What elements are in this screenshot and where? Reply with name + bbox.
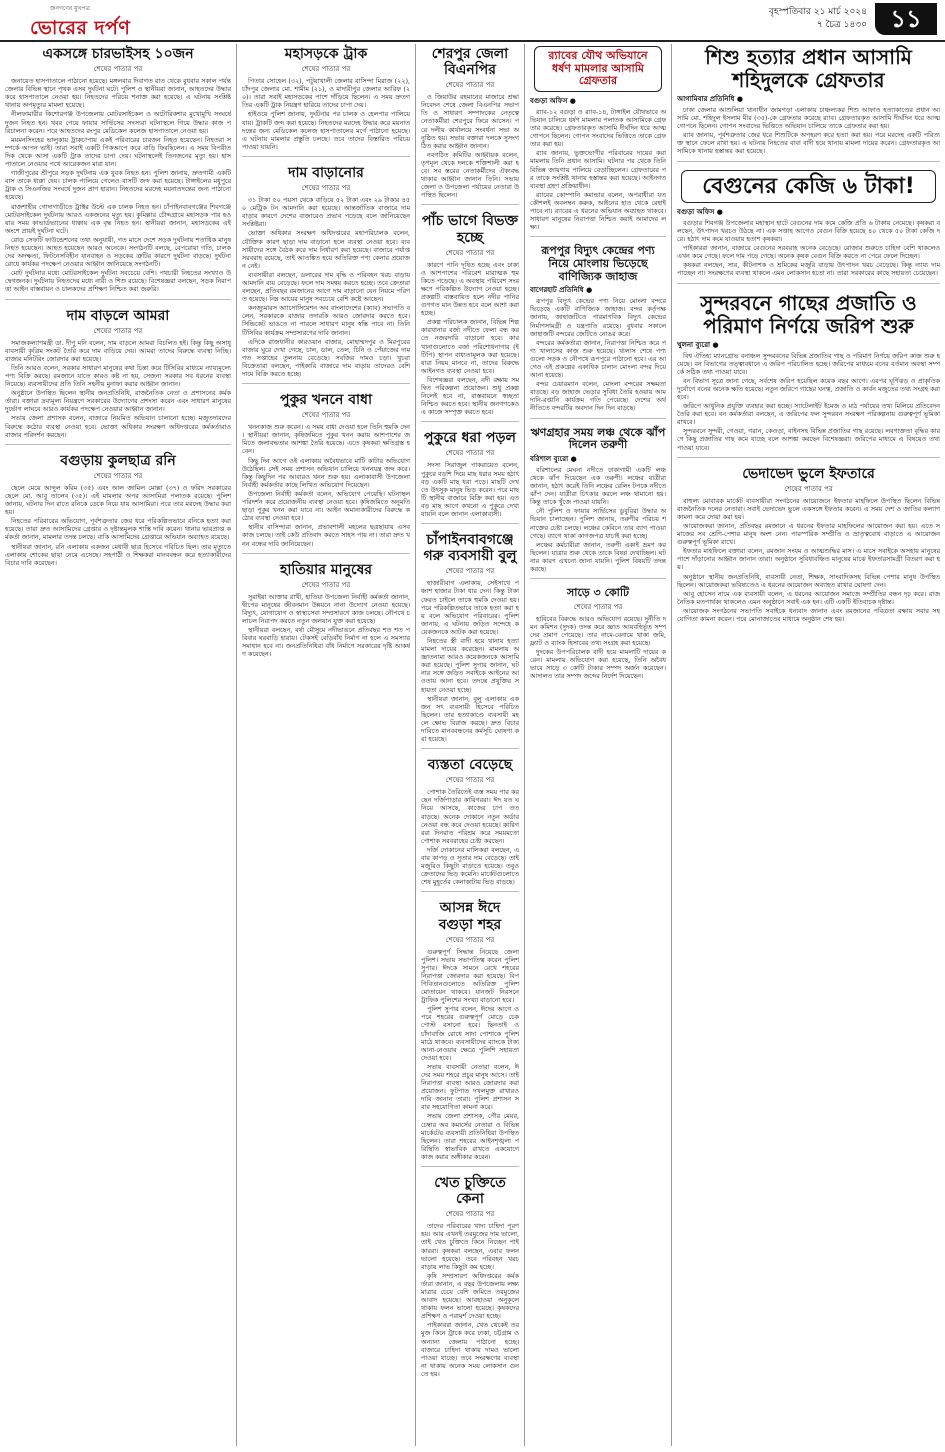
story-kicker: শেষের পাতার পর [301,184,351,193]
story-paragraph: সুরাইয়া আক্তার রাখী, হাতিয়া উপজেলা নির্বাহী কর্মকর্তা জানান, দ্বীপের মানুষের জীবনমান উন্নয়নে নানা উদ্যোগ নেওয়া হয়েছে। বিদ্যুৎ, যোগাযোগ ও স্বাস্থ্যসেবা সম্প্রসারণে কাজ চলছে। নৌপথে চলাচল নিরাপদ করতে নতুন জলযান যুক্ত করা হয়েছে। [242,592,410,625]
story-body [530,297,666,412]
story-paragraph: কিছু দিন আগে ওই এলাকায় অবৈধভাবে মাটি কাটার অভিযোগ উঠেছিল। সেই সময় প্রশাসন অভিযান চালিয়ে খননযন্ত্র জব্দ করে। কিন্তু কিছুদিন পর আবারও খনন শুরু হয়। এলাকাবাসী উপজেলা নির্বাহী কর্মকর্তার কাছে লিখিত অভিযোগ দিয়েছেন। [242,456,410,489]
headline-box [534,46,662,92]
story-headline: হাতিয়ার মানুষের [279,561,373,578]
story [421,898,519,1167]
logo-block [30,3,180,37]
story-paragraph: ছেলে মেয়ে আব্দুল করিম (৩৫) এবং আল জামিল মোল্লা (৩৭) ও ফরিদ সরকারের ছেলে মো. আবু তালেব (৩৫)। এই মামলার অপর আসামিরা পলাতক রয়েছে। পুলিশ জানায়, ঘটনার দিন রাতে রনিকে ডেকে নিয়ে যায় আসামিরা। পরে তার মরদেহ উদ্ধার করা হয়। [5,483,231,517]
story-paragraph: লঞ্চের কর্মচারীরা জানান, তরুণী একাই ভ্রমণ করছিলেন। যাত্রার শুরু থেকে তাকে বিষণ্ণ দেখাচ্ছিল। ঘটনার কারণ এখনো জানা যায়নি। পুলিশ বিষয়টি তদন্ত করছে। [530,540,666,573]
story [421,211,519,422]
story-paragraph: র‍্যাব জানায়, ভুক্তভোগীর পরিবারের দায়ের করা মামলায় তিনি প্রধান আসামি। ঘটনার পর থেকে তিনি বিভিন্ন জায়গায় পালিয়ে বেড়াচ্ছিলেন। গ্রেফতারের পর তাকে সংশ্লিষ্ট থানায় হস্তান্তর করা হয়েছে। আইনগত ব্যবস্থা গ্রহণ প্রক্রিয়াধীন। [530,149,666,190]
story-kicker: শেষের পাতার পর [445,248,495,257]
story-kicker: শেষের পাতার পর [445,567,495,576]
story-paragraph: সুন্দরবনে সুন্দরী, গেওয়া, গরান, কেওড়া, বাইনসহ বিভিন্ন প্রজাতির গাছ রয়েছে। লবণাক্ততা বৃদ্ধির কারণে কিছু প্রজাতির গাছ কমে যাচ্ছে বলে আশঙ্কা করছেন বিশেষজ্ঞরা। জরিপের মাধ্যমে এ বিষয়েও তথ্য পাওয়া যাবে। [677,427,940,452]
story [242,560,410,664]
story-kicker: শেষের পাতার পর [784,484,833,493]
story-paragraph: পাইকাররা জানান, খেত থেকেই তরমুজ কিনে ট্রাকে করে ঢাকা, চট্টগ্রাম ও অন্যান্য জেলায় পাঠানো হচ্ছে। বাজারে চাহিদা থাকায় দামও ভালো পাওয়া যাচ্ছে। তবে সংরক্ষণের ব্যবস্থা না থাকায় অনেক সময় লোকসান গুনতে হয়। [421,1321,519,1378]
story-paragraph: স্থানীয়রা জানান, রনি এলাকায় একজন মেধাবী ছাত্র হিসেবে পরিচিত ছিল। তার মৃত্যুতে এলাকায় শোকের ছায়া নেমে এসেছে। সহপাঠী ও শিক্ষকরা মানববন্ধন করে হত্যাকারীদের বিচার দাবি করেছেন। [5,542,231,567]
story-paragraph: দুদকের উপপরিচালক বাদী হয়ে মামলাটি দায়ের করেন। মামলায় অভিযোগ করা হয়েছে, তিনি অবৈধভাবে সাড়ে ৩ কোটি টাকার সম্পদ অর্জন করেছেন। আদালত তার সম্পদ জব্দের নির্দেশ দিয়েছেন। [530,648,666,681]
column-5 [672,44,945,1446]
story-body [5,484,231,567]
date-gregorian: বৃহস্পতিবার ২১ মার্চ ২০২৪ [768,7,867,17]
story [5,44,231,300]
story-paragraph: ঢাকা জেলার আশুলিয়া থানাধীন জামগড়া এলাকায় চাঞ্চল্যকর শিশু আফাত হত্যাকাণ্ডের প্রধান আসামি মো. শহিদুল ইসলাম মীর (৩৫)-কে গ্রেফতার করেছে র‍্যাব। গ্রেফতারকৃত আসামি দীর্ঘদিন ধরে আত্মগোপনে ছিলেন। গোপন সংবাদের ভিত্তিতে অভিযান চালিয়ে তাকে গ্রেফতার করা হয়। [677,106,940,131]
story-body [242,423,410,547]
column-4 [525,44,672,1446]
story-headline: বগুড়ায় কুলছাত্র রনি [60,452,176,469]
story-kicker: শেষের পাতার পর [93,326,143,335]
story-byline: খুলনা ব্যুরো ● [677,340,719,349]
story-paragraph: বরিশালের মেঘনা নদীতে ঢাকাগামী একটি লঞ্চ থেকে ঝাঁপ দিয়েছেন এক তরুণী। লঞ্চের যাত্রীরা জানান, হঠাৎ করেই তিনি লঞ্চের রেলিং টপকে নদীতে ঝাঁপ দেন। যাত্রীরা চিৎকার করলে লঞ্চ থামানো হয়। কিন্তু তাকে খুঁজে পাওয়া যায়নি। [530,465,666,507]
story-headline: পুকুর খননে বাধা [279,392,373,409]
story-paragraph: রূপপুর বিদ্যুৎ কেন্দ্রের পণ্য নিয়ে মোংলা বন্দরে ভিড়েছে একটি বাণিজ্যিক জাহাজ। বন্দর কর্তৃপক্ষ জানায়, জাহাজটিতে পারমাণবিক বিদ্যুৎ কেন্দ্রের নির্মাণসামগ্রী ও যন্ত্রপাতি রয়েছে। বুধবার সকালে জাহাজটি বন্দরের জেটিতে নোঙর করে। [530,297,666,338]
story-paragraph: রাজশাহীর গোদাগাড়ীতে ট্রাক্টর উল্টে এক চালক নিহত হন। চাঁপাইনবাবগঞ্জের শিবগঞ্জে মোটরসাইকেল দুর্ঘটনায় আরও একজনের মৃত্যু হয়। কুমিল্লার চৌদ্দগ্রামে মহাসড়ক পার হওয়ার সময় কাভার্ডভ্যানের ধাক্কায় এক বৃদ্ধ নিহত হন। স্থানীয়রা জানান, মহাসড়কের এই অংশে প্রায়ই দুর্ঘটনা ঘটে। [5,202,231,235]
story-kicker: শেষের পাতার পর [445,776,495,785]
story-paragraph: মোট দুর্ঘটনার মধ্যে মোটরসাইকেল দুর্ঘটনা সবচেয়ে বেশি। পথচারী নিহতের সংখ্যাও উদ্বেগজনক। দুর্ঘটনায় নিহতদের মধ্যে নারী ও শিশু রয়েছে। বিশেষজ্ঞরা বলছেন, সড়ক নিরাপত্তা আইন বাস্তবায়ন ও চালকদের প্রশিক্ষণ নিশ্চিত করা জরুরি। [5,269,231,294]
story-paragraph: রোড সেফটি ফাউন্ডেশনের তথ্য অনুযায়ী, গত মাসে দেশে সড়ক দুর্ঘটনায় শতাধিক মানুষ নিহত হয়েছেন। আহত হয়েছেন আরও অনেকে। সংগঠনটি বলছে, বেপরোয়া গতি, চালকদের অদক্ষতা, ফিটনেসবিহীন যানবাহন ও সড়কের ত্রুটির কারণে দুর্ঘটনা বাড়ছে। দুর্ঘটনা রোধে কার্যকর পদক্ষেপ নেওয়ার আহ্বান জানিয়েছে সংগঠনটি। [5,235,231,269]
story-byline: বগুড়া অফিস ● [677,207,723,216]
story-body [677,219,940,278]
story-paragraph: গুরুত্বপূর্ণ সিদ্ধান্ত নিয়েছে জেলা পুলিশ। সভায় সভাপতিত্ব করেন পুলিশ সুপার। ঈদকে সামনে রেখে শহরের নিরাপত্তা জোরদার করা হয়েছে। বিপণিবিতানগুলোতে অতিরিক্ত পুলিশ মোতায়েন থাকবে। যানজট নিরসনে ট্রাফিক পুলিশের সংখ্যা বাড়ানো হবে। [421,947,519,1005]
story-paragraph: আয়োজকরা জানান, প্রতিবছর রমজানে এ ধরনের ইফতার মাহফিলের আয়োজন করা হয়। এতে সমাজের সব শ্রেণি-পেশার মানুষ অংশ নেন। পারস্পরিক সম্প্রীতি ও ভ্রাতৃত্ববোধ বাড়াতে এ আয়োজন গুরুত্বপূর্ণ ভূমিকা রাখে। [677,522,940,547]
story-paragraph: ইফতার মাহফিলে বক্তারা বলেন, রমজান সংযম ও আত্মশুদ্ধির মাস। এ মাসে সবাইকে অসহায় মানুষের পাশে দাঁড়ানোর আহ্বান জানান তারা। অনুষ্ঠানে সুবিধাবঞ্চিত মানুষের মাঝে ইফতারসামগ্রী বিতরণ করা হয়। [677,547,940,572]
story-headline: বেগুনের কেজি ৬ টাকা! [702,173,915,199]
story-byline: বরিশাল ব্যুরো ● [530,454,577,463]
story-headline: র‍্যাবের যৌথ অভিযানে ধর্ষণ মামলার আসামি গ্রেফতার [548,49,648,88]
story [530,585,666,685]
story [421,1173,519,1383]
story-kicker: শেষের পাতার পর [301,65,351,74]
page-number: ১১ [875,3,937,35]
story [421,428,519,524]
story-paragraph: ও জিয়াউর রহমানের মাজারে শ্রদ্ধা নিবেদন শেষে জেলা বিএনপির সভাপতি ও সাধারণ সম্পাদকের নেতৃত্বে নেতাকর্মীরা শেরপুরে ফিরে আসেন। পরে দলীয় কার্যালয়ে সংবর্ধনা সভা অনুষ্ঠিত হয়। সভায় বক্তারা দলকে সুসংগঠিত করার আহ্বান জানান। [421,93,519,150]
story-paragraph: নৌ পুলিশ ও ফায়ার সার্ভিসের ডুবুরিরা উদ্ধার অভিযান চালাচ্ছেন। পুলিশ জানায়, তরুণীর পরিচয় শনাক্তের চেষ্টা চলছে। লঞ্চের কেবিনে তার ব্যাগ পাওয়া গেছে। ব্যাগে থাকা কাগজপত্র যাচাই করা হচ্ছে। [530,507,666,540]
story-paragraph: বন্দরের কর্মকর্তারা জানান, নিরাপত্তা নিশ্চিত করে পণ্য খালাসের কাজ শুরু হয়েছে। খালাস শেষে পণ্যগুলো সড়ক ও নৌপথে রূপপুরে পাঠানো হবে। এর আগেও এই প্রকল্পের একাধিক চালান মোংলা বন্দর দিয়ে আনা হয়েছে। [530,338,666,380]
story [5,451,231,572]
story-paragraph: সভায় জেলা প্রশাসক, পৌর মেয়র, চেম্বার অব কমার্সের নেতারা ও বিভিন্ন মার্কেটের ব্যবসায়ী প্রতিনিধিরা উপস্থিত ছিলেন। তারা শহরের আইনশৃঙ্খলা পরিস্থিতি স্বাভাবিক রাখতে একযোগে কাজ করার অঙ্গীকার করেন। [421,1112,519,1161]
story [242,163,410,384]
story-body [677,106,940,156]
story-kicker: শেষের পাতার পর [445,449,495,458]
story-paragraph: পোশাক তৈরিতেই ব্যস্ত সময় পার করছেন দর্জিপাড়ার কারিগররা। ঈদ যত ঘনিয়ে আসছে, কাজের চাপ তত বাড়ছে। অনেক দোকানে নতুন অর্ডার নেওয়া বন্ধ করে দেওয়া হয়েছে। কারিগররা দিনরাত পরিশ্রম করে সময়মতো পোশাক সরবরাহের চেষ্টা করছেন। [421,788,519,845]
story-body [677,352,940,452]
story-paragraph: র‍্যাব জানায়, পূর্বশত্রুতার জের ধরে শিশুটিকে অপহরণ করে হত্যা করা হয়। পরে মরদেহ একটি পরিত্যক্ত স্থানে ফেলে রাখা হয়। এ ঘটনায় নিহতের বাবা বাদী হয়ে থানায় মামলা দায়ের করেন। গ্রেফতারকৃত আসামিকে থানায় হস্তান্তর করা হয়েছে। [677,131,940,156]
story-paragraph: এদিকে রাজধানীর কারওয়ান বাজার, মোহাম্মদপুর ও মিরপুরের বাজার ঘুরে দেখা গেছে, চাল, ডাল, তেল, চিনি ও পেঁয়াজের দাম গত সপ্তাহের তুলনায় বেড়েছে। সবজির দামও চড়া। খুচরা বিক্রেতারা বলছেন, পাইকারি বাজারে দাম বাড়ায় তাদেরও বেশি দামে বিক্রি করতে হচ্ছে। [242,337,410,378]
story-body [530,108,666,231]
newspaper-logo: ভোরের দর্পণ [30,17,131,39]
story [677,44,940,162]
story-paragraph: বন্দর চেয়ারম্যান বলেন, মোংলা বন্দরের সক্ষমতা বাড়ছে। বড় জাহাজ ভেড়ার সুবিধা তৈরি হওয়ায় আমদানি-রপ্তানি কার্যক্রম গতি পেয়েছে। দেশের অর্থনীতিতে বন্দরটির অবদান দিন দিন বাড়ছে। [530,380,666,413]
story-body [242,77,410,151]
story-paragraph: তিনি আরও বলেন, সরকার সাধারণ মানুষের কথা চিন্তা করে টিসিবির মাধ্যমে ন্যায্যমূল্যে পণ্য বিক্রি করছে। রমজানে যাতে কারও কষ্ট না হয়, সেজন্য সরকার সব ধরনের ব্যবস্থা নিয়েছে। ব্যবসায়ীদের প্রতি তিনি সহনীয় মুনাফা করার আহ্বান জানান। [5,363,231,389]
story-paragraph: স্থানীয়রা জানান, বুলু এলাকায় একজন সৎ ব্যবসায়ী হিসেবে পরিচিত ছিলেন। তার হত্যাকাণ্ডে ব্যবসায়ী মহলে ক্ষোভ বিরাজ করছে। দ্রুত বিচার দাবিতে মানববন্ধনের কর্মসূচি ঘোষণা করা হয়েছে। [421,694,519,744]
story-kicker: শেষের পাতার পর [93,471,143,480]
story-paragraph: ভোক্তা অধিকার সংরক্ষণ অধিদপ্তরের মহাপরিচালক বলেন, যৌক্তিক কারণ ছাড়া দাম বাড়ানো হলে ব্যবস্থা নেওয়া হবে। ব্যবসায়ীদের সঙ্গে বৈঠক করে দাম নির্ধারণ করা হয়েছে। বাজারে পর্যাপ্ত সরবরাহ রয়েছে, তাই আতঙ্কিত হয়ে অতিরিক্ত পণ্য কেনার প্রয়োজন নেই। [242,229,410,270]
story-headline: ব্যস্ততা বেড়েছে [427,757,513,774]
story-paragraph: নবগঠিত কমিটির আহ্বায়ক বলেন, তৃণমূল থেকে দলকে শক্তিশালী করা হবে। সব স্তরের নেতাকর্মীদের ঐক্যবদ্ধ থাকার আহ্বান জানান তিনি। সভায় জেলা ও উপজেলা পর্যায়ের নেতারা উপস্থিত ছিলেন। [421,150,519,200]
story-headline: পুকুরে ধরা পড়ল [424,430,516,447]
story-paragraph: উপজেলা নির্বাহী কর্মকর্তা বলেন, অভিযোগ পেয়েছি। ঘটনাস্থল পরিদর্শন করে প্রয়োজনীয় ব্যবস্থা নেওয়া হবে। কৃষিজমিতে অনুমতি ছাড়া পুকুর খনন করা যাবে না। আইন অমান্যকারীদের বিরুদ্ধে কঠোর ব্যবস্থা নেওয়া হবে। [242,489,410,523]
date-bengali: ৭ চৈত্র ১৪৩০ [816,20,867,30]
story-paragraph: বাহুল্য মোবারক মার্কেট ব্যবসায়ীরা সংগঠনের আয়োজনে ইফতার মাহফিলে উপস্থিত ছিলেন বিভিন্ন রাজনৈতিক দলের নেতারা। সবাই ভেদাভেদ ভুলে একসঙ্গে ইফতার করেন। এ সময় দেশ ও জাতির কল্যাণ কামনা করে দোয়া করা হয়। [677,496,940,521]
headline-box [681,170,936,203]
story-headline: ঋণগ্রহার সময় লঞ্চ থেকে ঝাঁপ দিলেন তরুণী [530,425,666,452]
masthead [0,0,945,42]
story-paragraph: জনায়েত হাসপাতালে পাঠানো হয়েছে। মঙ্গলবার দিবাগত রাত থেকে বুধবার সকাল পর্যন্ত জেলার বিভিন্ন স্থানে পৃথক এসব দুর্ঘটনা ঘটে। পুলিশ ও স্থানীয়রা জানান, আহতদের উদ্ধার করে হাসপাতালে নেওয়া হয়। নিহতদের পরিচয় শনাক্ত করা হয়েছে। এ ঘটনায় সংশ্লিষ্ট থানায় অপমৃত্যুর মামলা হয়েছে। [5,77,231,110]
story-body [421,1222,519,1378]
story-paragraph: বিশ্ব ঐতিহ্য ম্যানগ্রোভ বনাঞ্চল সুন্দরবনের বিভিন্ন প্রজাতির গাছ ও পরিমাণ নির্ণয়ে জরিপ কাজ শুরু হয়েছে। বন বিভাগের তত্ত্বাবধানে এ জরিপ পরিচালিত হচ্ছে। জরিপের মাধ্যমে বনের বর্তমান অবস্থা সম্পর্কে সঠিক তথ্য পাওয়া যাবে। [677,351,940,376]
story-paragraph: ময়মনসিংহের ভালুকায় ট্রাকচাপায় একই পরিবারের চারজন নিহত হয়েছেন। নিহতরা সম্পর্কে আপন ভাই। তারা সবাই একটি পিকআপে করে বাড়ি ফিরছিলেন। এ সময় বিপরীত দিক থেকে আসা একটি ট্রাক তাদের চাপা দেয়। ঘটনাস্থলেই তিনজনের মৃত্যু হয়। হাসপাতালে নেওয়ার পথে আরেকজন মারা যান। [5,135,231,169]
story-paragraph: র‍্যাব-১২ বগুড়া ও র‍্যাব-১৪, টাঙ্গাইল যৌথভাবে অভিযান চালিয়ে ধর্ষণ মামলার পলাতক আসামিকে গ্রেফতার করেছে। গ্রেফতারকৃত আসামি দীর্ঘদিন ধরে আত্মগোপনে ছিলেন। গোপন সংবাদের ভিত্তিতে তাকে গ্রেফতার করা হয়। [530,107,666,149]
story-kicker: শেষের পাতার পর [301,580,351,589]
story-paragraph: তাদের পরিবারের খাদ্য চাহিদা পূরণ হয়। আর এখনই তরমুজের দাম ভালো, তাই খেত চুক্তিতে কিনে নিচ্ছেন পাইকাররা। কৃষকরা বলছেন, এবার ফলন ভালো হয়েছে। তবে পরিবহন খরচ বাড়ায় লাভ কিছুটা কম হচ্ছে। [421,1222,519,1271]
story-paragraph: খননকাজ শুরু করেন। এ সময় বাধা দেওয়া হলে তিনি হুমকি দেন। স্থানীয়রা জানান, কৃষিজমিতে পুকুর খনন করায় আশপাশের জমিতে জলাবদ্ধতার আশঙ্কা তৈরি হয়েছে। এতে কৃষকরা ক্ষতিগ্রস্ত হবেন। [242,423,410,456]
story-headline: দাম বাড়লে আমরা [66,307,170,324]
story-body [5,339,231,439]
story-paragraph: প্রকল্প পরিচালক জানান, বিভিন্ন শিল্পকারখানার বর্জ্য নদীতে ফেলা বন্ধ করতে নজরদারি বাড়ানো হবে। কারখানাগুলোতে বর্জ্য পরিশোধনাগার (ইটিপি) স্থাপন বাধ্যতামূলক করা হয়েছে। যারা নিয়ম মানবে না, তাদের বিরুদ্ধে আইনগত ব্যবস্থা নেওয়া হবে। [421,318,519,375]
story-body [677,497,940,623]
story-kicker: শেষের পাতার পর [93,65,143,74]
story-byline: বাগেরহাট প্রতিনিধি ● [530,286,593,295]
story [530,243,666,418]
story-headline: শিশু হত্যার প্রধান আসামি শহিদুলকে গ্রেফতার [705,45,912,92]
story-paragraph: গাজীপুরের শ্রীপুরে সড়ক দুর্ঘটনায় এক যুবক নিহত হন। পুলিশ জানায়, দ্রুতগামী একটি বাস তাকে ধাক্কা দেয়। চালক পালিয়ে গেলেও বাসটি জব্দ করা হয়েছে। টাঙ্গাইলের মধুপুরে ট্রাক ও সিএনজির সংঘর্ষে দুজন প্রাণ হারান। নিহতদের মরদেহ ময়নাতদন্তের জন্য পাঠানো হয়েছে। [5,169,231,202]
story [530,44,666,237]
story [530,425,666,580]
story-paragraph: কনজ্যুমারস অ্যাসোসিয়েশন অব বাংলাদেশের (ক্যাব) সভাপতি বলেন, সরকারকে বাজার তদারকি আরও জোরদার করতে হবে। সিন্ডিকেট ভাঙতে না পারলে সাধারণ মানুষ স্বস্তি পাবে না। তিনি টিসিবির কার্যক্রম সম্প্রসারণের দাবি জানান। [242,304,410,337]
story-headline: সুন্দরবনে গাছের প্রজাতি ও পরিমাণ নির্ণয়ে জরিপ শুরু [700,290,917,338]
story [677,168,940,284]
story-headline: দাম বাড়ানোর [288,164,364,181]
story-paragraph: আয়োজক সংগঠনের সভাপতি সবাইকে ধন্যবাদ জানান এবং রমজানের পবিত্রতা রক্ষায় সবার সহযোগিতা কামনা করেন। পরে মোনাজাতের মাধ্যমে অনুষ্ঠান শেষ হয়। [677,606,940,624]
story-body [421,261,519,417]
story-paragraph: পুলিশ সুপার বলেন, ঈদের আগে ও পরে শহরের গুরুত্বপূর্ণ মোড়ে চেকপোস্ট বসানো হবে। ছিনতাই ও চাঁদাবাজি রোধে সাদা পোশাকে পুলিশ মাঠে থাকবে। ব্যবসায়ীদের ব্যাংকে টাকা আনা-নেওয়ার ক্ষেত্রে পুলিশি সহায়তা দেওয়া হবে। [421,1005,519,1062]
story-headline: মহাসড়কে ট্রাক [284,46,368,62]
story-paragraph: সভায় জেলা প্রশাসক বলেন, বাজারে নিয়মিত অভিযান চালানো হচ্ছে। মজুতদারদের বিরুদ্ধে কঠোর ব্যবস্থা নেওয়া হবে। ভোক্তা অধিকার সংরক্ষণ অধিদপ্তরের কর্মকর্তারাও বাজার পরিদর্শন করছেন। [5,414,231,439]
column-3 [416,44,525,1446]
story-paragraph: হাবিবের বিরুদ্ধে আরও অভিযোগ রয়েছে। দুর্নীতি দমন কমিশন (দুদক) তদন্ত করে জ্ঞাত আয়বহির্ভূত সম্পদের প্রমাণ পেয়েছে। তার নামে-বেনামে থাকা জমি, ফ্ল্যাট ও ব্যাংক হিসাবের তথ্য সংগ্রহ করা হয়েছে। [530,614,666,647]
story-paragraph: নিহতের স্ত্রী বাদী হয়ে থানায় হত্যা মামলা দায়ের করেছেন। মামলায় অজ্ঞাতনামা আরও কয়েকজনকে আসামি করা হয়েছে। পুলিশ সুপার জানান, ঘটনার সঙ্গে জড়িত সবাইকে আইনের আওতায় আনা হবে। তদন্তে প্রযুক্তির সহায়তা নেওয়া হচ্ছে। [421,636,519,694]
story-headline: শেরপুর জেলা বিএনপির [431,46,509,79]
story-headline: ভেদাভেদ ভুলে ইফতারে [742,465,875,482]
story-paragraph: বন বিভাগ সূত্রে জানা গেছে, সর্বশেষ জরিপ হয়েছিল কয়েক বছর আগে। এরপর ঘূর্ণিঝড় ও প্রাকৃতিক দুর্যোগে বনের অনেক ক্ষতি হয়েছে। নতুন জরিপে গাছের ঘনত্ব, প্রজাতি ও কার্বন মজুতের তথ্য সংগ্রহ করা হবে। [677,376,940,401]
story-headline: সাড়ে ৩ কোটি [566,586,630,600]
story-body [421,93,519,199]
story-paragraph: কৃষকরা বলছেন, সার, কীটনাশক ও শ্রমিকের মজুরি বাড়ায় উৎপাদন খরচ বেড়েছে। কিন্তু ন্যায্য দাম পাচ্ছেন না। সংরক্ষণের ব্যবস্থা থাকলে এমন লোকসান হতো না। তারা সরকারের কাছে সহায়তা চেয়েছেন। [677,261,940,278]
story [677,464,940,629]
story-body [421,788,519,886]
story-paragraph: স্থানীয় বাসিন্দারা জানান, প্রভাবশালী মহলের ছত্রছায়ায় এসব কাজ চলছে। তাই কেউ প্রতিবাদ করতে সাহস পায় না। তারা দ্রুত খনন বন্ধের দাবি জানিয়েছেন। [242,523,410,548]
story-body [530,466,666,573]
story-kicker: শেষের পাতার পর [445,1210,495,1219]
story-paragraph: সদস্য সিরাজুল পাকরায়েত বলেন, পুকুরে বড়শি দিয়ে মাছ ধরার সময় হঠাৎ বড় একটি মাছ ধরা পড়ে। মাছটি দেখতে উৎসুক মানুষ ভিড় করেন। পরে মাছটি স্থানীয় বাজারে বিক্রি করা হয়। এত বড় মাছ আগে কখনো এ পুকুরে দেখা যায়নি বলে জানান এলাকাবাসী। [421,461,519,519]
story-kicker: শেষের পাতার পর [445,81,495,90]
story [5,306,231,445]
story-paragraph: হাইওয়ে পুলিশ জানায়, দুর্ঘটনার পর চালক ও হেলপার পালিয়ে যায়। ট্রাকটি জব্দ করা হয়েছে। নিহতদের মরদেহ উদ্ধার করে ময়নাতদন্তের জন্য মেডিকেল কলেজ হাসপাতালের মর্গে পাঠানো হয়েছে। এ ঘটনায় মামলার প্রস্তুতি চলছে। তবে তাদের বিস্তারিত পরিচয় পাওয়া যায়নি। [242,110,410,151]
story-headline: চাঁপাইনবাবগঞ্জে গরু ব্যবসায়ী বুলু [423,532,517,565]
story-byline: আগামিবার প্রতিনিধি ● [677,95,744,103]
story-body [530,615,666,681]
story-paragraph: পাইকাররা জানান, বাজারে বেগুনের সরবরাহ অনেক বেড়েছে। রোজার শুরুতে চাহিদা বেশি থাকলেও এখন কমে গেছে। ফলে দাম পড়ে গেছে। অনেক কৃষক বেগুন বিক্রি করতে না পেরে ফেলে দিচ্ছেন। [677,244,940,261]
story-paragraph: বগুড়ার শিবগঞ্জ উপজেলার মহাস্থান হাটে বেগুনের দাম কমে কেজি প্রতি ৬ টাকায় নেমেছে। কৃষকরা বলছেন, উৎপাদন খরচও উঠছে না। এক সপ্তাহ আগেও বেগুন বিক্রি হয়েছে ৪০ থেকে ৫০ টাকা কেজি দরে। হঠাৎ দাম কমে যাওয়ায় হতাশ কৃষকরা। [677,218,940,244]
story-body [5,77,231,293]
story-body [421,948,519,1161]
story-paragraph: অনুষ্ঠানে উপস্থিত ছিলেন স্থানীয় জনপ্রতিনিধি, রাজনৈতিক নেতা ও প্রশাসনের কর্মকর্তারা। বক্তারা দ্রব্যমূল্য নিয়ন্ত্রণে সরকারের উদ্যোগের প্রশংসা করেন এবং সাধারণ মানুষের দুর্ভোগ লাঘবে আরও কার্যকর পদক্ষেপ নেওয়ার আহ্বান জানান। [5,389,231,414]
story-paragraph: ৩১ টাকা ৫০ পয়সা থেকে বাড়িয়ে ৫২ টাকা এবং ২৯ টাকার ৪৫০ মেট্রিক টন আমদানি করা হয়েছে। আন্তর্জাতিক বাজারে দাম বাড়ার কারণে দেশের বাজারেও প্রভাব পড়েছে বলে জানিয়েছেন সংশ্লিষ্টরা। [242,196,410,229]
story-paragraph: ব্যবসায়ীরা বলছেন, ডলারের দাম বৃদ্ধি ও পরিবহন খরচ বাড়ায় আমদানি ব্যয় বেড়েছে। ফলে দাম সমন্বয় করতে হচ্ছে। তবে ক্রেতারা বলছেন, প্রতিবছর রমজানের আগে দাম বাড়ানো যেন নিয়মে পরিণত হয়েছে। নিম্ন আয়ের মানুষ সবচেয়ে বেশি কষ্টে আছেন। [242,270,410,304]
story-kicker: শেষের পাতার পর [573,602,623,611]
story-paragraph: নিহতের পরিবারের অভিযোগ, পূর্বশত্রুতার জের ধরে পরিকল্পিতভাবে রনিকে হত্যা করা হয়েছে। তারা দ্রুত আসামিদের গ্রেপ্তার ও দৃষ্টান্তমূলক শাস্তি দাবি করেন। থানার ভারপ্রাপ্ত কর্মকর্তা জানান, মামলার তদন্ত চলছে। বাকি আসামিদের গ্রেপ্তারে অভিযান অব্যাহত রয়েছে। [5,517,231,542]
logo-tagline: জনগণের মুখপত্র [50,5,90,12]
story-paragraph: বিশেষজ্ঞরা বলছেন, নদী রক্ষায় সমন্বিত পরিকল্পনা প্রয়োজন। শুধু প্রকল্প নিলেই হবে না, বাস্তবায়নে স্বচ্ছতা নিশ্চিত করতে হবে। স্থানীয় জনগণকেও এ কাজে সম্পৃক্ত করতে হবে। [421,375,519,417]
story-paragraph: আবু হোসেন নামে এক ব্যবসায়ী বলেন, এ ধরনের আয়োজন সমাজে সম্প্রীতির বন্ধন দৃঢ় করে। রাজনৈতিক মতপার্থক্য থাকলেও এমন অনুষ্ঠানে সবাই এক হন। এটি একটি ইতিবাচক দৃষ্টান্ত। [677,589,940,606]
dateline [769,6,867,32]
story [421,755,519,892]
story [421,44,519,205]
story-paragraph: সমাজকল্যাণমন্ত্রী ডা. দীপু মনি বলেন, দাম বাড়লে আমরা বিচলিত হই। কিন্তু কিছু অসাধু ব্যবসায়ী কৃত্রিম সংকট তৈরি করে দাম বাড়িয়ে দেয়। আমরা তাদের বিরুদ্ধে ব্যবস্থা নিচ্ছি। বাজার মনিটরিং জোরদার করা হয়েছে। [5,338,231,363]
story [242,44,410,157]
story-paragraph: জরিপে আধুনিক প্রযুক্তি ব্যবহার করা হচ্ছে। স্যাটেলাইট ইমেজ ও মাঠ পর্যায়ের তথ্য মিলিয়ে প্রতিবেদন তৈরি করা হবে। বন কর্মকর্তারা বলছেন, এ জরিপের ফল সুন্দরবন সংরক্ষণ পরিকল্পনায় গুরুত্বপূর্ণ ভূমিকা রাখবে। [677,402,940,427]
story-paragraph: অনুষ্ঠানে স্থানীয় জনপ্রতিনিধি, ব্যবসায়ী নেতা, শিক্ষক, সাংবাদিকসহ বিভিন্ন পেশার মানুষ উপস্থিত ছিলেন। আয়োজকরা ভবিষ্যতেও এ ধরনের আয়োজন অব্যাহত রাখার ঘোষণা দেন। [677,572,940,589]
column-2 [237,44,416,1446]
story-headline: আসন্ন ঈদে বগুড়া শহর [438,900,502,933]
story [242,390,410,554]
story-headline: খেত চুক্তিতে কেনা [434,1175,506,1208]
story-kicker: শেষের পাতার পর [445,935,495,944]
story-paragraph: দর্জি দোকানের মালিকরা বলছেন, এবার কাপড় ও সুতার দাম বেড়েছে। তাই মজুরিও কিছুটা বাড়াতে হয়েছে। তবুও ক্রেতাদের ভিড় কমেনি। মার্কেটগুলোতে শেষ মুহূর্তের কেনাকাটায় ভিড় বাড়ছে। [421,845,519,887]
story-headline: একসঙ্গে চারভাইসহ ১০জন [42,46,194,62]
story-body [242,593,410,659]
story-body [421,579,519,743]
story-paragraph: পিতার সোহেল (৩২), পটুয়াখালী জেলার বাসিন্দা মিরাজ (২২), চাঁদপুর জেলার মো. শামীম (২১), ও মাদারীপুর জেলার আরিফ (২০)। তারা সবাই মহাসড়কের পাশে দাঁড়িয়ে ছিলেন। এ সময় দ্রুতগতির একটি ট্রাক নিয়ন্ত্রণ হারিয়ে তাদের চাপা দেয়। [242,77,410,110]
story-paragraph: সভায় ব্যবসায়ী নেতারা বলেন, ঈদের সময় শহরে প্রচুর মানুষ আসে। তাই নিরাপত্তা ব্যবস্থা আরও জোরদার করা প্রয়োজন। ফুটপাত দখলমুক্ত রাখারও দাবি জানান তারা। পুলিশ প্রশাসন সবার সহযোগিতা কামনা করে। [421,1062,519,1112]
story-headline: রূপপুর বিদ্যুৎ কেন্দ্রের পণ্য নিয়ে মোংলায় ভিড়েছে বাণিজ্যিক জাহাজ [541,244,655,283]
story-paragraph: স্থানীয়রা বলছেন, বর্ষা মৌসুমে নদীভাঙনে প্রতিবছর শত শত পরিবার ঘরবাড়ি হারায়। টেকসই বেড়িবাঁধ নির্মাণ না হলে এ সমস্যার সমাধান হবে না। জনপ্রতিনিধিরা বাঁধ নির্মাণে সরকারের দৃষ্টি আকর্ষণ করেছেন। [242,626,410,659]
story-paragraph: র‍্যাবের কোম্পানি কমান্ডার বলেন, অপরাধীরা যত কৌশলই অবলম্বন করুক, আইনের হাত থেকে রেহাই পাবে না। র‍্যাবের এ ধরনের অভিযান অব্যাহত থাকবে। সাধারণ মানুষের নিরাপত্তা নিশ্চিত করাই আমাদের লক্ষ্য। [530,190,666,232]
story-headline: পাঁচ ভাগে বিভক্ত হচ্ছে [422,213,518,246]
story-body [421,461,519,518]
story-paragraph: কৃষি সম্প্রসারণ অধিদপ্তরের কর্মকর্তারা জানান, এ বছর উপজেলায় লক্ষ্যমাত্রার চেয়ে বেশি জমিতে তরমুজের আবাদ হয়েছে। আবহাওয়া অনুকূলে থাকায় ফলন ভালো হয়েছে। কৃষকদের প্রশিক্ষণ ও পরামর্শ দেওয়া হচ্ছে। [421,1271,519,1321]
story-body [242,196,410,378]
story-paragraph: নীলফামারীর কিশোরগঞ্জ উপজেলায় মোটরসাইকেল ও অটোরিকশার মুখোমুখি সংঘর্ষে দুজন নিহত হন। খবর পেয়ে ফায়ার সার্ভিসের সদস্যরা ঘটনাস্থলে গিয়ে উদ্ধার কাজ পরিচালনা করেন। পরে আহতদের রংপুর মেডিকেল কলেজ হাসপাতালে নেওয়া হয়। [5,110,231,135]
story-paragraph: কারণে পানি দূষিত হচ্ছে এবং ঢাকা ও আশপাশের পরিবেশ মারাত্মক হুমকিতে পড়েছে। এ অবস্থায় পরিবেশ সংরক্ষণে পরিকল্পিত উদ্যোগ নেওয়া হচ্ছে। প্রকল্পটি বাস্তবায়িত হলে নদীর পানির গুণগত মান উন্নত হবে বলে আশা করা হচ্ছে। [421,260,519,318]
story-kicker: শেষের পাতার পর [301,411,351,420]
story-paragraph: হাজারীবাগ এলাকায়, সেইসাথে পঞ্চাশ হাজার টাকা ধার দেন। কিন্তু টাকা ফেরত চাইলে তাকে হুমকি দেওয়া হয়। পরে পরিকল্পিতভাবে তাকে হত্যা করা হয় বলে অভিযোগ পরিবারের। পুলিশ জানায়, এ ঘটনায় জড়িত সন্দেহে কয়েকজনকে আটক করা হয়েছে। [421,579,519,636]
story [677,290,940,458]
column-1 [0,44,237,1446]
story-byline: বগুড়া অফিস ● [530,96,576,105]
story [421,530,519,749]
